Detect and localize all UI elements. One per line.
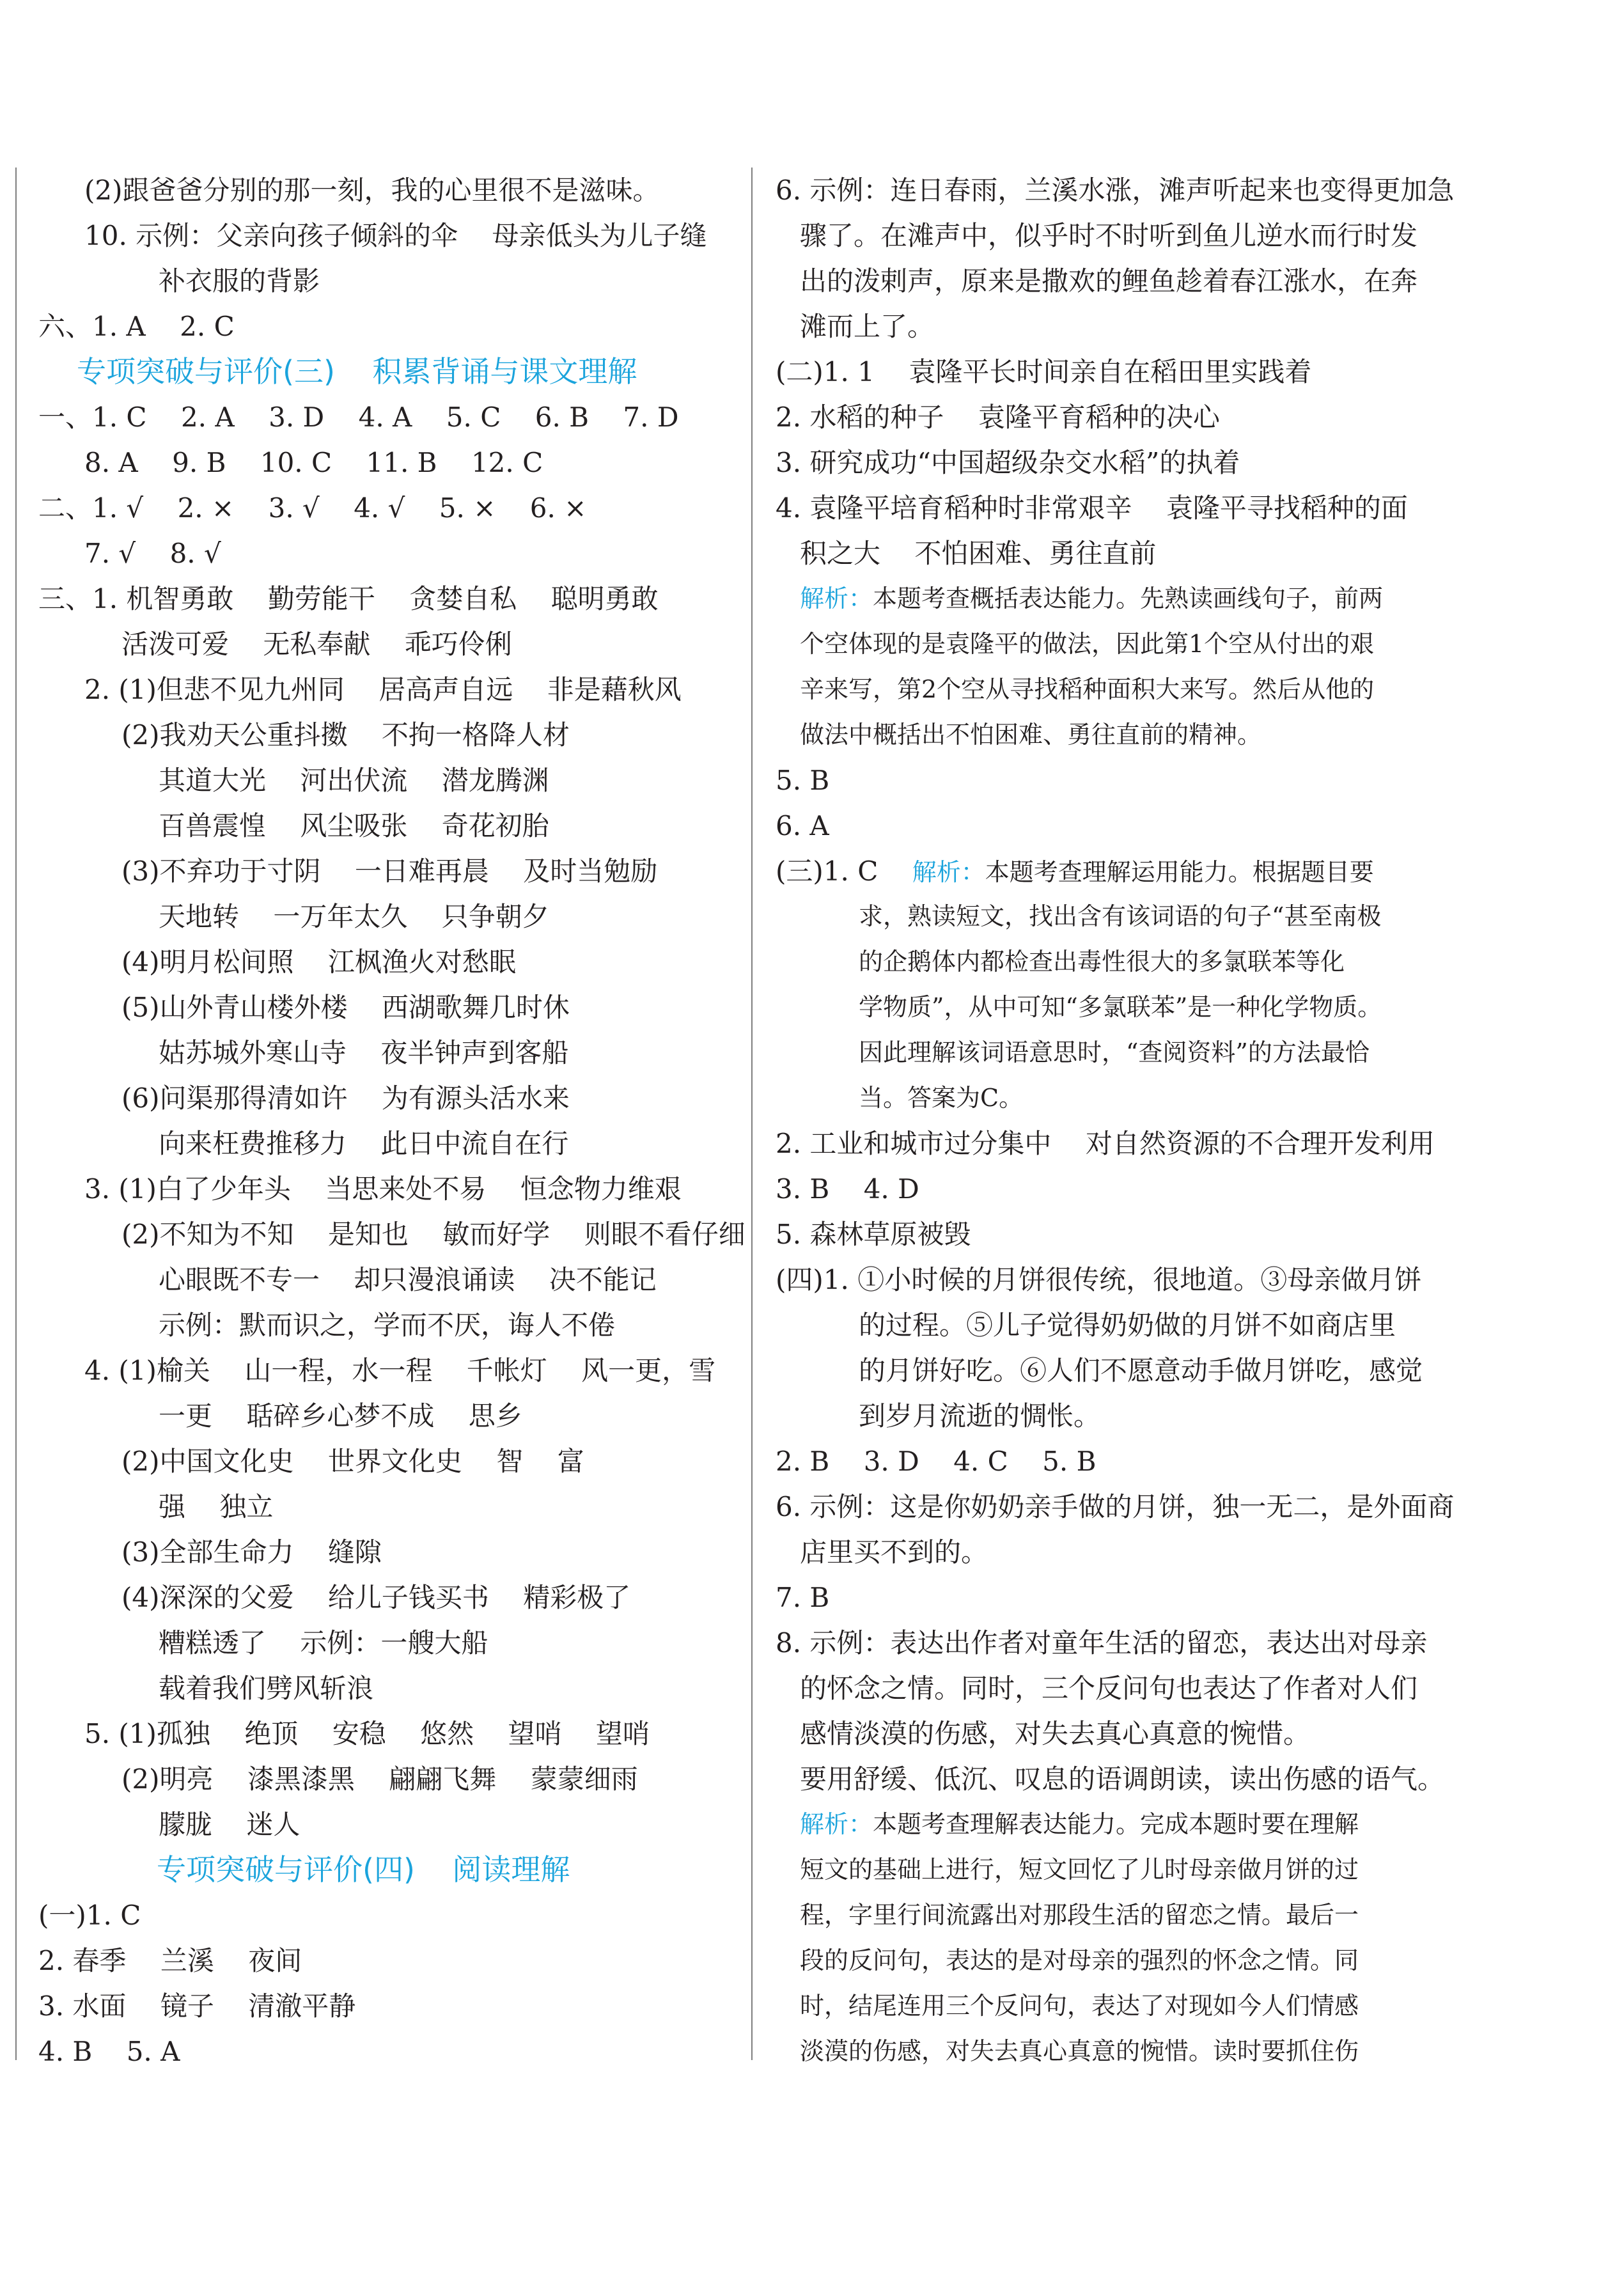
answer-line: (6)问渠那得清如许 为有源头活水来 [121, 1082, 570, 1114]
answer-line: 4. 袁隆平培育稻种时非常艰辛 袁隆平寻找稻种的面 [776, 492, 1408, 524]
answer-line: 5. (1)孤独 绝顶 安稳 悠然 望哨 望哨 [84, 1718, 650, 1749]
answer-line: 向来枉费推移力 此日中流自在行 [159, 1128, 569, 1159]
answer-line: (二)1. 1 袁隆平长时间亲自在稻田里实践着 [776, 356, 1312, 387]
analysis-line: 做法中概括出不怕困难、勇往直前的精神。 [800, 721, 1262, 749]
left-margin-rule [15, 168, 17, 2060]
answer-line: 3. 研究成功“中国超级杂交水稻”的执着 [776, 447, 1240, 478]
answer-line: 8. A 9. B 10. C 11. B 12. C [84, 447, 543, 478]
answer-line: 滩而上了。 [800, 311, 935, 342]
answer-line: 4. (1)榆关 山一程，水一程 千帐灯 风一更，雪 [84, 1355, 716, 1386]
answer-line: 其道大光 河出伏流 潜龙腾渊 [159, 765, 549, 796]
left-column [38, 168, 748, 2074]
answer-line: 糟糕透了 示例：一艘大船 [159, 1627, 488, 1659]
answer-line: 心眼既不专一 却只漫浪诵读 决不能记 [159, 1264, 657, 1295]
answer-line: 7. √ 8. √ [84, 538, 221, 569]
analysis-line: 学物质”，从中可知“多氯联苯”是一种化学物质。 [859, 993, 1382, 1021]
answer-line: 3. (1)白了少年头 当思来处不易 恒念物力维艰 [84, 1173, 682, 1205]
answer-line: 补衣服的背影 [159, 265, 320, 297]
answer-line: 示例：默而识之，学而不厌，诲人不倦 [159, 1309, 616, 1341]
answer-line: 百兽震惶 风尘吸张 奇花初胎 [159, 810, 549, 841]
answer-line: 8. 示例：表达出作者对童年生活的留恋，表达出对母亲 [776, 1627, 1428, 1659]
analysis-line: 淡漠的伤感，对失去真心真意的惋惜。读时要抓住伤 [800, 2037, 1359, 2065]
right-column [776, 168, 1455, 2074]
answer-line: 6. 示例：连日春雨，兰溪水涨，滩声听起来也变得更加急 [776, 175, 1455, 206]
answer-line: 7. B [776, 1582, 830, 1613]
section-heading: 专项突破与评价(三) 积累背诵与课文理解 [77, 354, 637, 389]
answer-line: 3. 水面 镜子 清澈平静 [38, 1990, 356, 2022]
answer-line: (2)我劝天公重抖擞 不拘一格降人材 [121, 719, 570, 751]
answer-line: (一)1. C [38, 1900, 141, 1931]
answer-line: (四)1. ①小时候的月饼很传统，很地道。③母亲做月饼 [776, 1264, 1422, 1295]
answer-line [776, 848, 1455, 894]
answer-line: 6. 示例：这是你奶奶亲手做的月饼，独一无二，是外面商 [776, 1491, 1455, 1522]
analysis-line [776, 576, 1455, 621]
answer-line: (4)深深的父爱 给儿子钱买书 精彩极了 [121, 1582, 631, 1613]
answer-line: 店里买不到的。 [800, 1536, 988, 1568]
answer-line: 4. B 5. A [38, 2036, 180, 2067]
answer-line: 的月饼好吃。⑥人们不愿意动手做月饼吃，感觉 [859, 1355, 1423, 1386]
answer-line: 一、1. C 2. A 3. D 4. A 5. C 6. B 7. D [38, 402, 679, 433]
analysis-line: 求，熟读短文，找出含有该词语的句子“甚至南极 [859, 902, 1382, 930]
column-divider [751, 168, 753, 2060]
answer-line: (5)山外青山楼外楼 西湖歌舞几时休 [121, 992, 570, 1023]
answer-line: 3. B 4. D [776, 1173, 919, 1205]
answer-line: 2. 春季 兰溪 夜间 [38, 1945, 302, 1976]
answer-line: 朦胧 迷人 [159, 1809, 301, 1840]
answer-line: 六、1. A 2. C [38, 311, 235, 342]
answer-line: 积之大 不怕困难、勇往直前 [800, 538, 1157, 569]
answer-text: (三)1. C [776, 855, 912, 887]
analysis-line: 辛来写，第2个空从寻找稻种面积大来写。然后从他的 [800, 675, 1375, 703]
analysis-line: 短文的基础上进行，短文回忆了儿时母亲做月饼的过 [800, 1855, 1359, 1884]
analysis-line: 段的反问句，表达的是对母亲的强烈的怀念之情。同 [800, 1946, 1359, 1974]
answer-line: (2)中国文化史 世界文化史 智 富 [121, 1446, 584, 1477]
answer-line: 5. 森林草原被毁 [776, 1219, 971, 1250]
answer-line: 2. (1)但悲不见九州同 居高声自远 非是藉秋风 [84, 674, 682, 705]
answer-line: (2)明亮 漆黑漆黑 翩翩飞舞 蒙蒙细雨 [121, 1763, 638, 1795]
answer-line: (2)跟爸爸分别的那一刻，我的心里很不是滋味。 [84, 175, 660, 206]
answer-line: 活泼可爱 无私奉献 乖巧伶俐 [121, 629, 512, 660]
answer-line: 出的泼剌声，原来是撒欢的鲤鱼趁着春江涨水，在奔 [800, 265, 1418, 297]
analysis-label: 解析： [800, 584, 873, 613]
analysis-line: 的企鹅体内都检查出毒性很大的多氯联苯等化 [859, 948, 1345, 976]
answer-line: (4)明月松间照 江枫渔火对愁眠 [121, 946, 516, 978]
answer-line: 5. B [776, 765, 830, 796]
answer-line: 骤了。在滩声中，似乎时不时听到鱼儿逆水而行时发 [800, 220, 1418, 251]
section-heading: 专项突破与评价(四) 阅读理解 [157, 1852, 570, 1887]
analysis-text: 本题考查理解运用能力。根据题目要 [985, 858, 1374, 886]
answer-line: 要用舒缓、低沉、叹息的语调朗读，读出伤感的语气。 [800, 1763, 1445, 1795]
answer-line: 2. B 3. D 4. C 5. B [776, 1446, 1097, 1477]
analysis-line: 当。答案为C。 [859, 1084, 1024, 1112]
analysis-line: 因此理解该词语意思时，“查阅资料”的方法最恰 [859, 1038, 1370, 1066]
answer-line: 到岁月流逝的惆怅。 [859, 1400, 1101, 1432]
answer-line: 2. 水稻的种子 袁隆平育稻种的决心 [776, 402, 1220, 433]
answer-line: 2. 工业和城市过分集中 对自然资源的不合理开发利用 [776, 1128, 1435, 1159]
analysis-text: 本题考查概括表达能力。先熟读画线句子，前两 [873, 584, 1384, 613]
answer-line: 的怀念之情。同时，三个反问句也表达了作者对人们 [800, 1673, 1418, 1704]
analysis-label: 解析： [912, 858, 985, 886]
answer-line: 载着我们劈风斩浪 [159, 1673, 374, 1704]
answer-line: 6. A [776, 810, 829, 841]
answer-line: 姑苏城外寒山寺 夜半钟声到客船 [159, 1037, 569, 1068]
analysis-label: 解析： [800, 1810, 873, 1838]
answer-line: (3)全部生命力 缝隙 [121, 1536, 382, 1568]
answer-line: 天地转 一万年太久 只争朝夕 [159, 901, 549, 932]
answer-line: (3)不弃功于寸阴 一日难再晨 及时当勉励 [121, 855, 658, 887]
answer-line: 一更 聒碎乡心梦不成 思乡 [159, 1400, 522, 1432]
answer-line: 感情淡漠的伤感，对失去真心真意的惋惜。 [800, 1718, 1311, 1749]
answer-line: 的过程。⑤儿子觉得奶奶做的月饼不如商店里 [859, 1309, 1396, 1341]
answer-line: 强 独立 [159, 1491, 274, 1522]
answer-line: 二、1. √ 2. × 3. √ 4. √ 5. × 6. × [38, 492, 587, 524]
analysis-line [776, 1802, 1455, 1847]
answer-line: 三、1. 机智勇敢 勤劳能干 贪婪自私 聪明勇敢 [38, 583, 659, 614]
analysis-text: 本题考查理解表达能力。完成本题时要在理解 [873, 1810, 1359, 1838]
analysis-line: 程，字里行间流露出对那段生活的留恋之情。最后一 [800, 1901, 1359, 1929]
answer-line: (2)不知为不知 是知也 敏而好学 则眼不看仔细 [121, 1219, 746, 1250]
answer-line: 10. 示例：父亲向孩子倾斜的伞 母亲低头为儿子缝 [84, 220, 707, 251]
analysis-line: 时，结尾连用三个反问句，表达了对现如今人们情感 [800, 1992, 1359, 2020]
analysis-line: 个空体现的是袁隆平的做法，因此第1个空从付出的艰 [800, 630, 1375, 658]
